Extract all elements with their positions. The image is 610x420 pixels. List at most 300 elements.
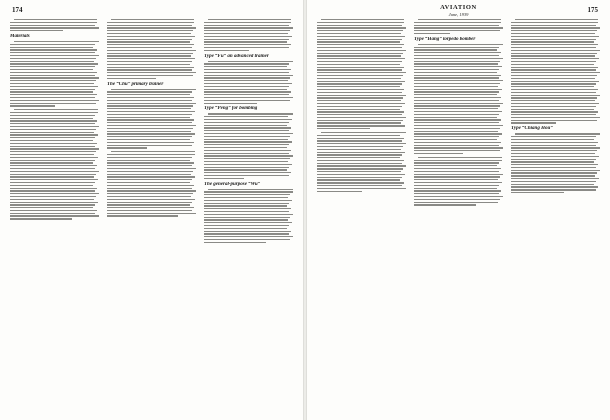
text-line <box>511 36 599 37</box>
text-line <box>204 158 290 159</box>
text-line <box>511 64 594 65</box>
text-line <box>511 92 596 93</box>
text-line <box>10 83 94 84</box>
text-line <box>204 33 288 34</box>
text-line <box>204 242 266 243</box>
text-line <box>10 47 93 48</box>
text-line <box>204 91 291 92</box>
section-heading: The general-purpose “Wu” <box>204 181 261 187</box>
text-line <box>204 144 289 145</box>
text-line <box>511 178 599 179</box>
text-line <box>111 151 195 152</box>
text-line <box>107 105 193 106</box>
text-line <box>10 179 98 180</box>
text-line <box>414 22 501 23</box>
text-line <box>204 211 289 212</box>
text-line <box>317 114 402 115</box>
text-line <box>107 190 196 191</box>
text-line <box>208 19 291 20</box>
text-line <box>14 19 97 20</box>
text-line <box>317 152 405 153</box>
text-line <box>107 58 195 59</box>
text-line <box>414 193 499 194</box>
text-line <box>107 131 191 132</box>
text-line <box>204 77 290 78</box>
text-line <box>511 95 600 96</box>
text-line <box>204 122 289 123</box>
text-line <box>107 133 195 134</box>
text-line <box>107 182 190 183</box>
text-line <box>107 142 194 143</box>
text-line <box>511 78 595 79</box>
text-line <box>511 189 596 190</box>
text-line <box>414 176 500 177</box>
text-line <box>317 191 362 192</box>
text-line <box>107 162 194 163</box>
text-line <box>107 185 194 186</box>
text-line <box>10 100 99 101</box>
text-line <box>107 215 178 216</box>
text-line <box>204 130 289 131</box>
text-line <box>10 61 94 62</box>
text-line <box>414 185 499 186</box>
column-5 <box>414 19 503 414</box>
text-line <box>317 160 404 161</box>
text-line <box>10 213 95 214</box>
text-line <box>10 112 98 113</box>
text-line <box>10 199 94 200</box>
text-line <box>414 114 499 115</box>
text-line <box>317 86 400 87</box>
text-line <box>511 120 597 121</box>
text-line <box>317 75 403 76</box>
text-line <box>204 153 289 154</box>
text-line <box>511 53 597 54</box>
text-line <box>107 193 193 194</box>
text-line <box>317 143 406 144</box>
text-line <box>10 174 96 175</box>
text-line <box>107 202 192 203</box>
text-line <box>204 164 292 165</box>
text-line <box>511 164 598 165</box>
text-line <box>107 165 192 166</box>
text-line <box>414 63 498 64</box>
text-line <box>107 122 192 123</box>
text-line <box>317 44 404 45</box>
text-line <box>107 91 192 92</box>
text-line <box>414 55 499 56</box>
text-line <box>317 33 401 34</box>
text-line <box>10 103 96 104</box>
text-line <box>10 129 96 130</box>
text-line <box>414 171 499 172</box>
text-line <box>511 145 596 146</box>
text-line <box>418 19 501 20</box>
text-line <box>317 177 402 178</box>
text-line <box>414 199 500 200</box>
text-line <box>107 160 190 161</box>
text-line <box>208 61 293 62</box>
column-6 <box>511 19 600 414</box>
text-line <box>204 136 290 137</box>
text-line <box>414 196 503 197</box>
text-line <box>107 119 194 120</box>
section-heading: Materials <box>10 34 30 40</box>
column-1 <box>10 19 99 414</box>
text-line <box>511 156 599 157</box>
text-line <box>414 128 500 129</box>
text-line <box>107 199 195 200</box>
text-line <box>204 147 287 148</box>
text-line <box>107 213 196 214</box>
text-line <box>204 119 292 120</box>
text-line <box>10 97 95 98</box>
text-line <box>10 157 98 158</box>
text-line <box>10 168 95 169</box>
text-line <box>204 139 288 140</box>
text-line <box>511 184 594 185</box>
text-line <box>107 39 192 40</box>
text-line <box>204 178 244 179</box>
text-line <box>317 64 400 65</box>
text-line <box>414 89 502 90</box>
text-line <box>317 69 402 70</box>
text-line <box>107 30 193 31</box>
text-line <box>414 188 497 189</box>
text-line <box>317 171 401 172</box>
text-line <box>414 122 499 123</box>
text-line <box>317 39 402 40</box>
text-line <box>204 72 289 73</box>
text-line <box>511 186 598 187</box>
text-line <box>107 196 191 197</box>
text-line <box>317 100 401 101</box>
text-line <box>107 33 191 34</box>
text-line <box>414 202 498 203</box>
text-line <box>414 103 503 104</box>
text-line <box>204 167 289 168</box>
text-line <box>10 72 97 73</box>
text-line <box>14 41 99 42</box>
text-line <box>10 215 99 216</box>
text-line <box>204 66 287 67</box>
text-line <box>204 50 249 51</box>
text-line <box>511 100 595 101</box>
text-line <box>107 94 190 95</box>
text-line <box>317 92 402 93</box>
text-line <box>107 50 196 51</box>
text-line <box>10 140 93 141</box>
text-line <box>204 169 287 170</box>
text-line <box>414 105 500 106</box>
text-line <box>107 128 193 129</box>
text-line <box>511 89 598 90</box>
text-line <box>511 175 595 176</box>
text-line <box>414 142 501 143</box>
text-line <box>414 168 501 169</box>
text-line <box>10 188 97 189</box>
text-line <box>317 157 400 158</box>
text-line <box>107 108 191 109</box>
text-line <box>511 181 596 182</box>
text-line <box>414 139 497 140</box>
text-line <box>10 49 97 50</box>
text-line <box>515 133 600 134</box>
text-line <box>107 171 193 172</box>
text-line <box>10 69 93 70</box>
left-page-number: 174 <box>12 6 23 14</box>
text-line <box>10 123 95 124</box>
text-line <box>418 157 502 158</box>
text-line <box>107 174 191 175</box>
text-line <box>204 172 291 173</box>
text-line <box>511 47 596 48</box>
text-line <box>204 203 289 204</box>
text-line <box>10 160 95 161</box>
text-line <box>511 161 594 162</box>
text-line <box>414 47 499 48</box>
text-line <box>10 210 97 211</box>
text-line <box>107 22 194 23</box>
text-line <box>107 27 196 28</box>
text-line <box>204 197 288 198</box>
text-line <box>321 19 404 20</box>
text-line <box>511 72 600 73</box>
text-line <box>418 44 503 45</box>
text-line <box>10 146 95 147</box>
text-line <box>317 95 406 96</box>
text-line <box>317 182 404 183</box>
text-line <box>10 204 95 205</box>
text-line <box>204 150 291 151</box>
text-line <box>107 154 195 155</box>
text-line <box>10 86 98 87</box>
text-line <box>317 97 403 98</box>
text-line <box>10 143 97 144</box>
text-line <box>10 132 94 133</box>
text-line <box>511 167 596 168</box>
text-line <box>317 128 370 129</box>
text-line <box>511 67 598 68</box>
text-line <box>317 185 402 186</box>
text-line <box>208 189 293 190</box>
column-4 <box>317 19 406 414</box>
text-line <box>414 108 498 109</box>
text-line <box>107 100 192 101</box>
text-line <box>204 161 288 162</box>
text-line <box>317 146 403 147</box>
text-line <box>107 55 191 56</box>
text-line <box>414 165 497 166</box>
text-line <box>107 44 194 45</box>
text-line <box>204 69 291 70</box>
text-line <box>414 66 502 67</box>
text-line <box>414 94 497 95</box>
text-line <box>204 100 290 101</box>
text-line <box>204 217 290 218</box>
text-line <box>414 131 498 132</box>
section-heading: Type “Peng” for bombing <box>204 106 258 112</box>
text-line <box>317 72 406 73</box>
text-line <box>14 109 98 110</box>
text-line <box>204 41 287 42</box>
text-line <box>107 75 193 76</box>
text-line <box>10 218 72 219</box>
text-line <box>317 122 401 123</box>
text-line <box>10 148 99 149</box>
text-line <box>414 58 503 59</box>
text-line <box>107 41 190 42</box>
text-line <box>414 179 498 180</box>
text-line <box>10 25 95 26</box>
text-line <box>107 64 190 65</box>
text-line <box>107 61 192 62</box>
text-line <box>204 44 291 45</box>
text-line <box>317 50 406 51</box>
text-line <box>317 41 400 42</box>
text-line <box>511 103 599 104</box>
text-line <box>511 22 598 23</box>
text-line <box>317 89 404 90</box>
text-line <box>10 162 93 163</box>
text-line <box>204 141 292 142</box>
section-heading: The “Chu” primary trainer <box>107 81 164 87</box>
text-line <box>204 219 288 220</box>
text-line <box>107 69 192 70</box>
text-line <box>511 97 597 98</box>
text-line <box>111 89 196 90</box>
text-line <box>511 159 596 160</box>
text-line <box>204 239 290 240</box>
column-3 <box>204 19 293 414</box>
text-line <box>10 89 95 90</box>
text-line <box>414 204 476 205</box>
text-line <box>107 168 196 169</box>
text-line <box>204 83 292 84</box>
text-line <box>414 182 502 183</box>
column-2 <box>107 19 196 414</box>
text-line <box>414 80 503 81</box>
text-line <box>511 39 596 40</box>
text-line <box>10 77 99 78</box>
text-line <box>511 86 594 87</box>
text-line <box>204 200 292 201</box>
text-line <box>317 168 403 169</box>
text-line <box>204 125 287 126</box>
section-heading: Type “Hang” torpedo bomber <box>414 36 476 42</box>
text-line <box>107 72 196 73</box>
text-line <box>204 222 292 223</box>
text-line <box>414 190 501 191</box>
left-page <box>0 0 303 420</box>
text-line <box>317 36 405 37</box>
section-heading: Type “Chiang Hou” <box>511 126 553 132</box>
text-line <box>317 117 406 118</box>
text-line <box>10 137 95 138</box>
text-line <box>204 175 289 176</box>
text-line <box>511 69 596 70</box>
text-line <box>10 185 93 186</box>
text-line <box>317 67 404 68</box>
text-line <box>317 58 405 59</box>
text-line <box>317 149 401 150</box>
text-line <box>204 75 293 76</box>
text-line <box>414 145 499 146</box>
text-line <box>10 176 94 177</box>
text-line <box>204 133 293 134</box>
text-line <box>511 33 595 34</box>
text-line <box>317 165 406 166</box>
text-line <box>10 193 99 194</box>
text-line <box>511 55 595 56</box>
text-line <box>107 103 196 104</box>
text-line <box>107 145 192 146</box>
text-line <box>511 83 596 84</box>
text-line <box>317 103 405 104</box>
text-line <box>414 150 500 151</box>
text-line <box>511 61 596 62</box>
text-line <box>204 103 257 104</box>
text-line <box>511 109 594 110</box>
text-line <box>107 176 195 177</box>
text-line <box>414 27 503 28</box>
text-line <box>204 228 287 229</box>
text-line <box>107 78 156 79</box>
text-line <box>511 41 594 42</box>
text-line <box>107 147 147 148</box>
text-line <box>10 120 97 121</box>
text-line <box>10 27 99 28</box>
text-line <box>10 165 97 166</box>
text-line <box>317 83 402 84</box>
text-line <box>414 117 497 118</box>
text-line <box>414 174 503 175</box>
text-line <box>414 97 501 98</box>
text-line <box>204 208 291 209</box>
text-line <box>414 111 502 112</box>
left-page-columns <box>10 19 293 414</box>
right-page-columns <box>317 19 600 414</box>
text-line <box>414 136 499 137</box>
text-line <box>204 236 293 237</box>
text-line <box>10 22 97 23</box>
text-line <box>107 210 192 211</box>
text-line <box>511 58 599 59</box>
text-line <box>10 105 55 106</box>
text-line <box>414 25 499 26</box>
text-line <box>511 192 564 193</box>
section-heading: Type “Fu” an advanced trainer <box>204 53 269 59</box>
text-line <box>204 25 289 26</box>
text-line <box>317 138 404 139</box>
text-line <box>414 61 500 62</box>
text-line <box>10 52 95 53</box>
text-line <box>204 80 288 81</box>
text-line <box>317 22 404 23</box>
text-line <box>204 127 291 128</box>
text-line <box>317 55 401 56</box>
text-line <box>10 63 98 64</box>
text-line <box>317 154 402 155</box>
text-line <box>107 188 192 189</box>
text-line <box>317 61 402 62</box>
text-line <box>107 25 192 26</box>
text-line <box>511 136 596 137</box>
text-line <box>107 47 192 48</box>
text-line <box>107 117 190 118</box>
text-line <box>414 162 499 163</box>
text-line <box>317 30 403 31</box>
